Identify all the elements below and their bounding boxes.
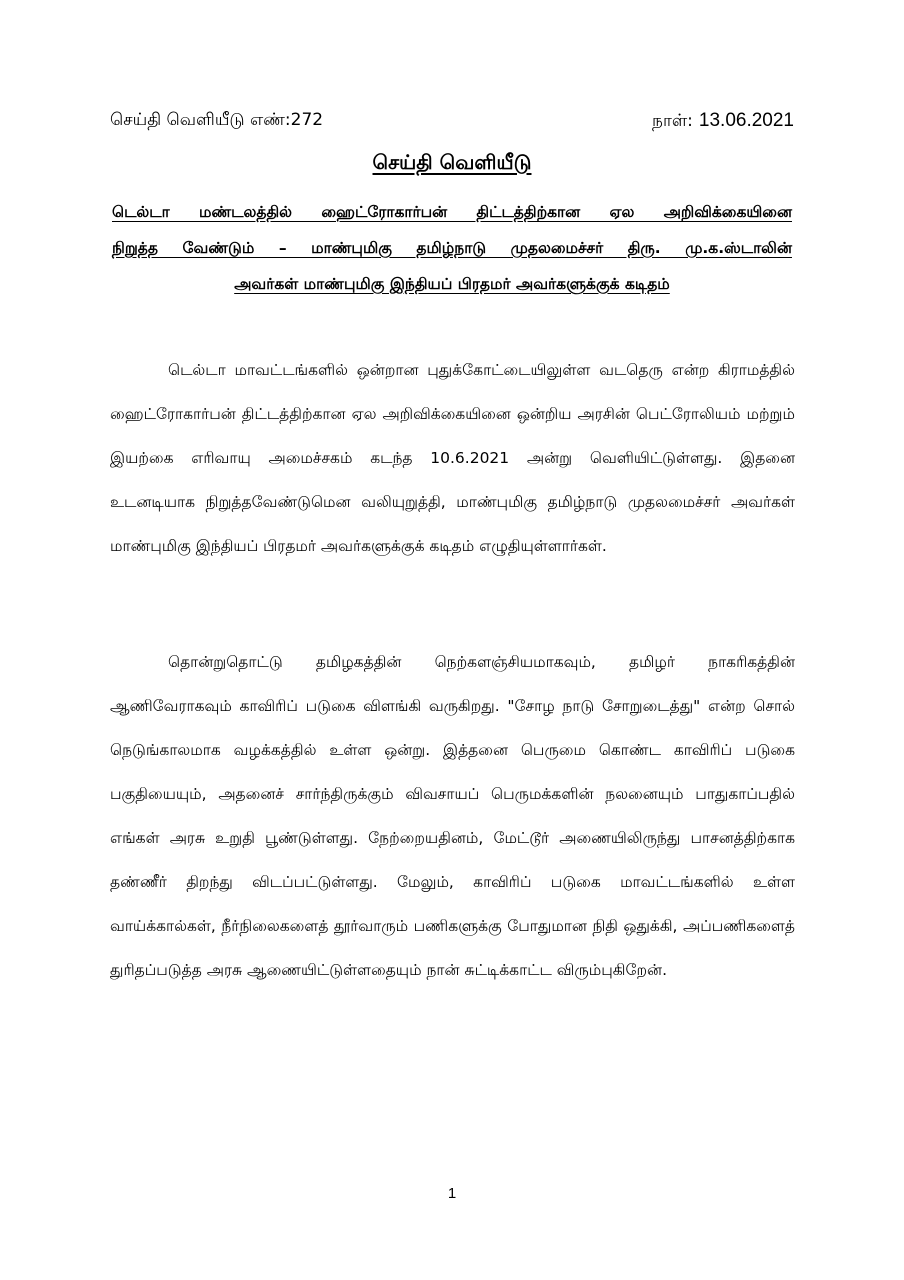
page-title: செய்தி வெளியீடு <box>372 150 532 174</box>
subheading <box>112 194 792 302</box>
subheading-line: நிறுத்த வேண்டும் – மாண்புமிகு தமிழ்நாடு முதலமைச்சர் திரு. மு.க.ஸ்டாலின் <box>112 239 792 257</box>
body-paragraph: டெல்டா மாவட்டங்களில் ஒன்றான புதுக்கோட்டையிலுள்ள வடதெரு என்ற கிராமத்தில் ஹைட்ரோகார்பன் திட்டத்திற்கான ஏல அறிவிக்கையினை ஒன்றிய அரசின் பெட்ரோலியம் மற்றும் இயற்கை எரிவாயு அமைச்சகம் கடந்த 10.6.2021 அன்று வெளியிட்டுள்ளது. இதனை உடனடியாக நிறுத்தவேண்டுமென வலியுறுத்தி, மாண்புமிகு தமிழ்நாடு முதலமைச்சர் அவர்கள் மாண்புமிகு இந்தியப் பிரதமர் அவர்களுக்குக் கடிதம் எழுதியுள்ளார்கள். <box>110 361 795 555</box>
subheading-line: டெல்டா மண்டலத்தில் ஹைட்ரோகார்பன் திட்டத்திற்கான ஏல அறிவிக்கையினை <box>112 203 792 221</box>
subheading-line: அவர்கள் மாண்புமிகு இந்தியப் பிரதமர் அவர்களுக்குக் கடிதம் <box>234 275 670 293</box>
page-number: 1 <box>447 1185 457 1202</box>
header-row <box>110 108 794 134</box>
date-value: 13.06.2021 <box>698 109 794 131</box>
release-date <box>652 110 794 133</box>
release-number: செய்தி வெளியீடு எண்:272 <box>110 110 324 130</box>
body-paragraph: தொன்றுதொட்டு தமிழகத்தின் நெற்களஞ்சியமாகவும், தமிழர் நாகரிகத்தின் ஆணிவேராகவும் காவிரிப் படுகை விளங்கி வருகிறது. "சோழ நாடு சோறுடைத்து" என்ற சொல் நெடுங்காலமாக வழக்கத்தில் உள்ள ஒன்று. இத்தனை பெருமை கொண்ட காவிரிப் படுகை பகுதியையும், அதனைச் சார்ந்திருக்கும் விவசாயப் பெருமக்களின் நலனையும் பாதுகாப்பதில் எங்கள் அரசு உறுதி பூண்டுள்ளது. நேற்றையதினம், மேட்டூர் அணையிலிருந்து பாசனத்திற்காக தண்ணீர் திறந்து விடப்பட்டுள்ளது. மேலும், காவிரிப் படுகை மாவட்டங்களில் உள்ள வாய்க்கால்கள், நீர்நிலைகளைத் தூர்வாரும் பணிகளுக்கு போதுமான நிதி ஒதுக்கி, அப்பணிகளைத் துரிதப்படுத்த அரசு ஆணையிட்டுள்ளதையும் நான் சுட்டிக்காட்ட விரும்புகிறேன். <box>110 653 795 979</box>
date-label: நாள்: <box>652 110 693 131</box>
